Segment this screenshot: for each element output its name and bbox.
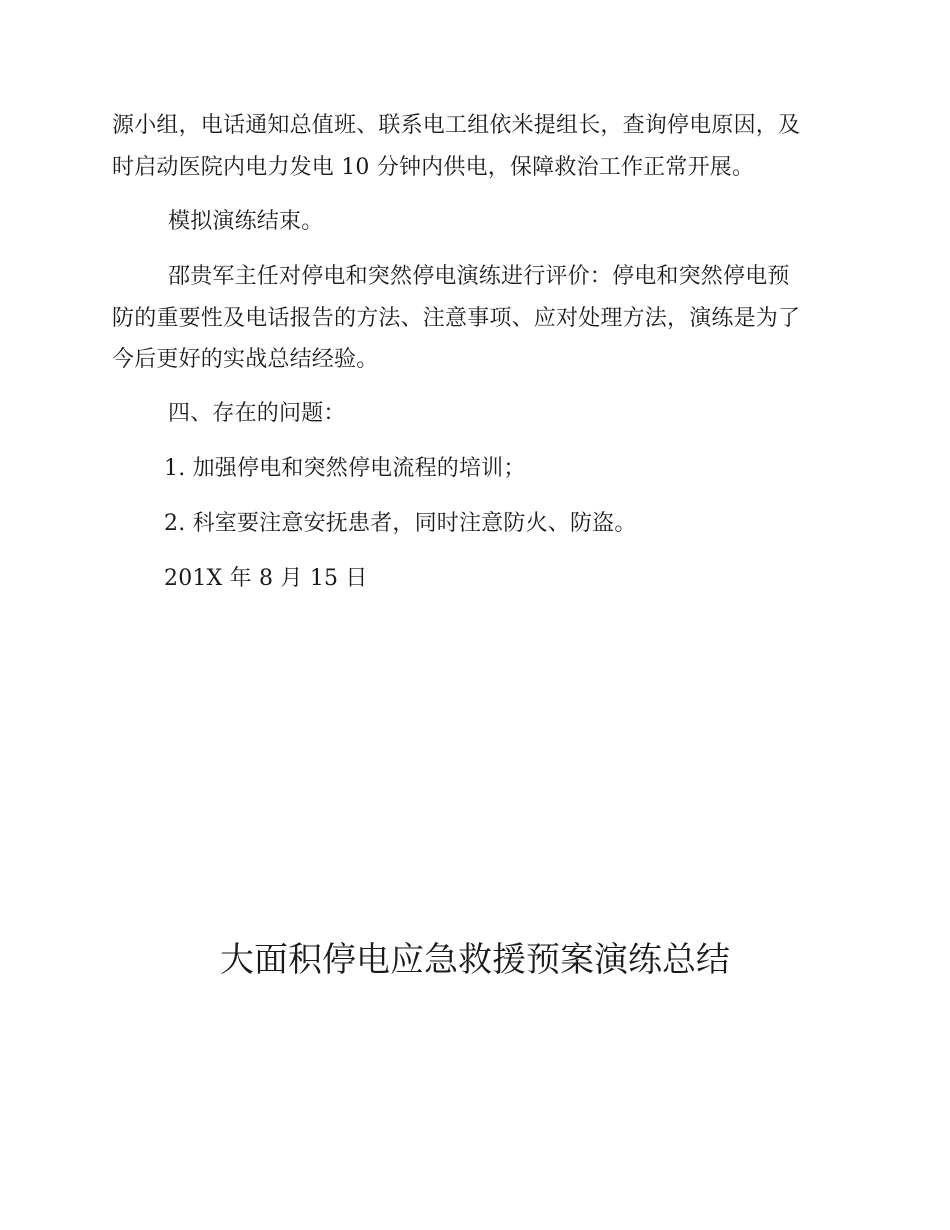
issue-item-2: 2. 科室要注意安抚患者，同时注意防火、防盗。 [164, 511, 637, 536]
paragraph-2: 模拟演练结束。 [168, 209, 324, 234]
paragraph-3-line-2: 防的重要性及电话报告的方法、注意事项、应对处理方法，演练是为了 [112, 306, 801, 331]
section-heading: 四、存在的问题： [168, 401, 346, 426]
paragraph-1-line-2: 时启动医院内电力发电 10 分钟内供电，保障救治工作正常开展。 [112, 155, 755, 180]
issue-item-1: 1. 加强停电和突然停电流程的培训； [164, 456, 526, 481]
document-date: 201X 年 8 月 15 日 [164, 566, 368, 591]
paragraph-3-line-3: 今后更好的实战总结经验。 [112, 347, 379, 372]
paragraph-3-line-1: 邵贵军主任对停电和突然停电演练进行评价：停电和突然停电预 [168, 264, 790, 289]
paragraph-1-line-1: 源小组，电话通知总值班、联系电工组依米提组长，查询停电原因，及 [112, 113, 801, 138]
next-document-title: 大面积停电应急救援预案演练总结 [220, 940, 730, 980]
